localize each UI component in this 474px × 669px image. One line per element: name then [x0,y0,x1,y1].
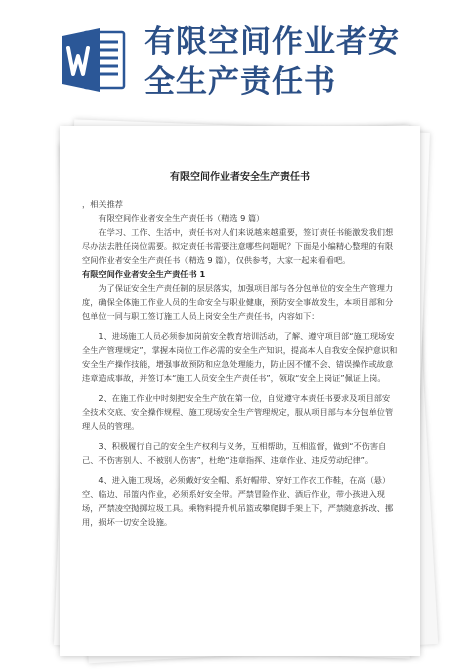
paragraph: 在学习、工作、生活中，责任书对人们来说越来越重要，签订责任书能激发我们想尽办法去胜任岗位需要。拟定责任书需要注意哪些问题呢？下面是小编精心整理的有限空间作业者安全生产责任书（精选 9 篇），仅供参考，大家一起来看看吧。 [82,227,394,265]
banner-title-line2: 全生产责任书 [144,64,336,100]
paragraph: 3、积极履行自己的安全生产权利与义务，互相帮助，互相监督，做到“不伤害自己、不伤害别人、不被别人伤害”，杜绝“违章指挥、违章作业、违反劳动纪律”。 [82,441,387,465]
banner-title [144,22,464,102]
paragraph: 有限空间作业者安全生产责任书（精选 9 篇） [98,213,265,223]
paragraph: 为了保证安全生产责任制的层层落实，加强项目部与各分包单位的安全生产管理力度，确保全体施工作业人员的生命安全与职业健康，预防安全事故发生，本项目部和分包单位一同与职工签订施工人员上岗安全生产责任书，内容如下： [82,283,394,321]
document-body [82,197,398,529]
document-title: 有限空间作业者安全生产责任书 [170,172,310,183]
banner [0,0,474,118]
paragraph: 1、进场施工人员必须参加岗前安全教育培训活动，了解、遵守项目部“施工现场安全生产管理规定”，掌握本岗位工作必需的安全生产知识，提高本人自我安全保护意识和安全生产操作技能，增强事故预防和应急处理能力，防止因不懂不会、错误操作或故意违章造成事故，并签订本“施工人员安全生产责任书”，领取“安全上岗证”佩证上岗。 [82,331,398,383]
word-document-icon [58,24,130,96]
paragraph: ，相关推荐 [82,199,123,209]
paragraph: 4、进入施工现场，必须戴好安全帽、系好帽带、穿好工作衣工作鞋，在高（悬）空、临边、吊篮内作业，必须系好安全带。严禁冒险作业、酒后作业，带小孩进入现场，严禁凌空抛掷垃圾工具。乘物料提升机吊篮或攀爬脚手架上下，严禁随意拆改、挪用，损坏一切安全设施。 [82,475,394,527]
paper-stack [48,116,438,664]
paragraph: 2、在施工作业中时刻把安全生产放在第一位，自觉遵守本责任书要求及项目部安全技术交底、安全操作规程、施工现场安全生产管理规定，服从项目部与本分包单位管理人员的管理。 [82,393,394,431]
section-heading: 有限空间作业者安全生产责任书 1 [82,269,206,279]
banner-title-line1: 有限空间作业者安 [144,24,400,60]
document-page [60,126,420,656]
